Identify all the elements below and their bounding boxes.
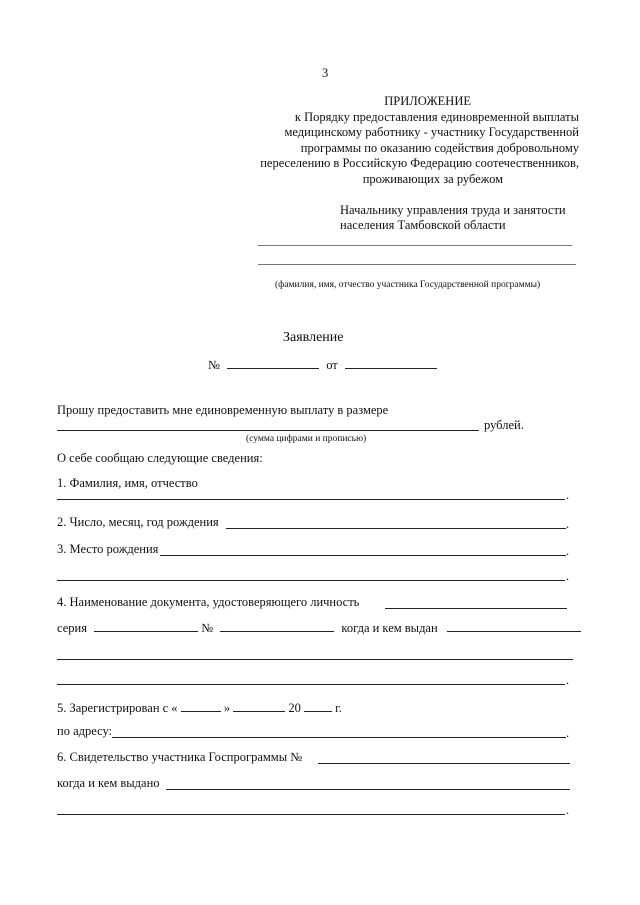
line-end-dot: . [566,726,570,740]
application-date-field[interactable] [345,357,437,369]
birth-place-field[interactable] [160,555,566,556]
appendix-line-2: медицинскому работнику - участнику Государственной [284,125,579,139]
currency-label: рублей. [484,418,524,432]
field-6-label: 6. Свидетельство участника Госпрограммы № [57,750,303,764]
addressee-line-2: населения Тамбовской области [340,218,506,232]
reg-year-field[interactable] [304,700,332,712]
document-title: Заявление [283,330,344,345]
issued-by-2-label: когда и кем выдано [57,776,160,790]
certificate-issued-field-2[interactable] [57,814,565,815]
line-end-dot: . [566,803,570,817]
address-field[interactable] [112,737,566,738]
appendix-line-5: проживающих за рубежом [362,171,503,186]
appendix-heading: ПРИЛОЖЕНИЕ [384,94,471,108]
issued-by-label: когда и кем выдан [341,621,438,635]
line-end-dot: . [566,544,570,558]
field-5-year-suffix: г. [335,701,342,715]
birth-date-field[interactable] [226,528,566,529]
issued-by-field[interactable] [447,620,581,632]
line-end-dot: . [566,517,570,531]
field-2-label: 2. Число, месяц, год рождения [57,515,219,529]
birth-place-field-2[interactable] [57,580,565,581]
field-5-close-quote: » [223,701,231,715]
field-3-label: 3. Место рождения [57,542,159,556]
reg-month-field[interactable] [233,700,285,712]
field-5-year-prefix: 20 [288,701,301,715]
series-field[interactable] [94,620,198,632]
appendix-block [235,94,579,187]
addressee-block [340,203,566,233]
doc-number-field[interactable] [220,620,334,632]
appendix-line-4: переселению в Российскую Федерацию соотечественников, [260,156,579,170]
applicant-caption: (фамилия, имя, отчество участника Государственной программы) [275,280,541,290]
number-row [208,357,437,373]
appendix-line-3: программы по оказанию содействия добровольному [300,140,579,155]
about-text: О себе сообщаю следующие сведения: [57,451,263,465]
field-5-label: 5. Зарегистрирован с « [57,701,178,715]
appendix-line-1: к Порядку предоставления единовременной выплаты [294,109,579,124]
application-number-field[interactable] [227,357,319,369]
address-label: по адресу: [57,724,113,738]
full-name-field[interactable] [57,499,565,500]
series-row [57,620,581,636]
sum-field[interactable] [57,430,479,431]
field-1-label: 1. Фамилия, имя, отчество [57,476,198,490]
number-sign: № [208,358,220,372]
applicant-line-1[interactable] [258,245,572,246]
addressee-line-1: Начальнику управления труда и занятости [340,203,566,217]
sum-caption: (сумма цифрами и прописью) [246,434,367,444]
date-from-label: от [326,358,338,372]
request-text: Прошу предоставить мне единовременную выплату в размере [57,403,389,417]
field-4-label: 4. Наименование документа, удостоверяющего личность [57,595,360,609]
issued-by-field-2[interactable] [57,659,573,660]
reg-day-field[interactable] [181,700,221,712]
field-5-row [57,700,342,716]
page-number: 3 [322,66,329,80]
line-end-dot: . [566,569,570,583]
id-document-field[interactable] [385,608,567,609]
series-label: серия [57,621,87,635]
certificate-issued-field[interactable] [166,789,570,790]
certificate-number-field[interactable] [318,763,570,764]
issued-by-field-3[interactable] [57,684,565,685]
line-end-dot: . [566,488,570,502]
doc-number-sign: № [201,621,214,635]
line-end-dot: . [566,673,570,687]
applicant-line-2[interactable] [258,264,576,265]
